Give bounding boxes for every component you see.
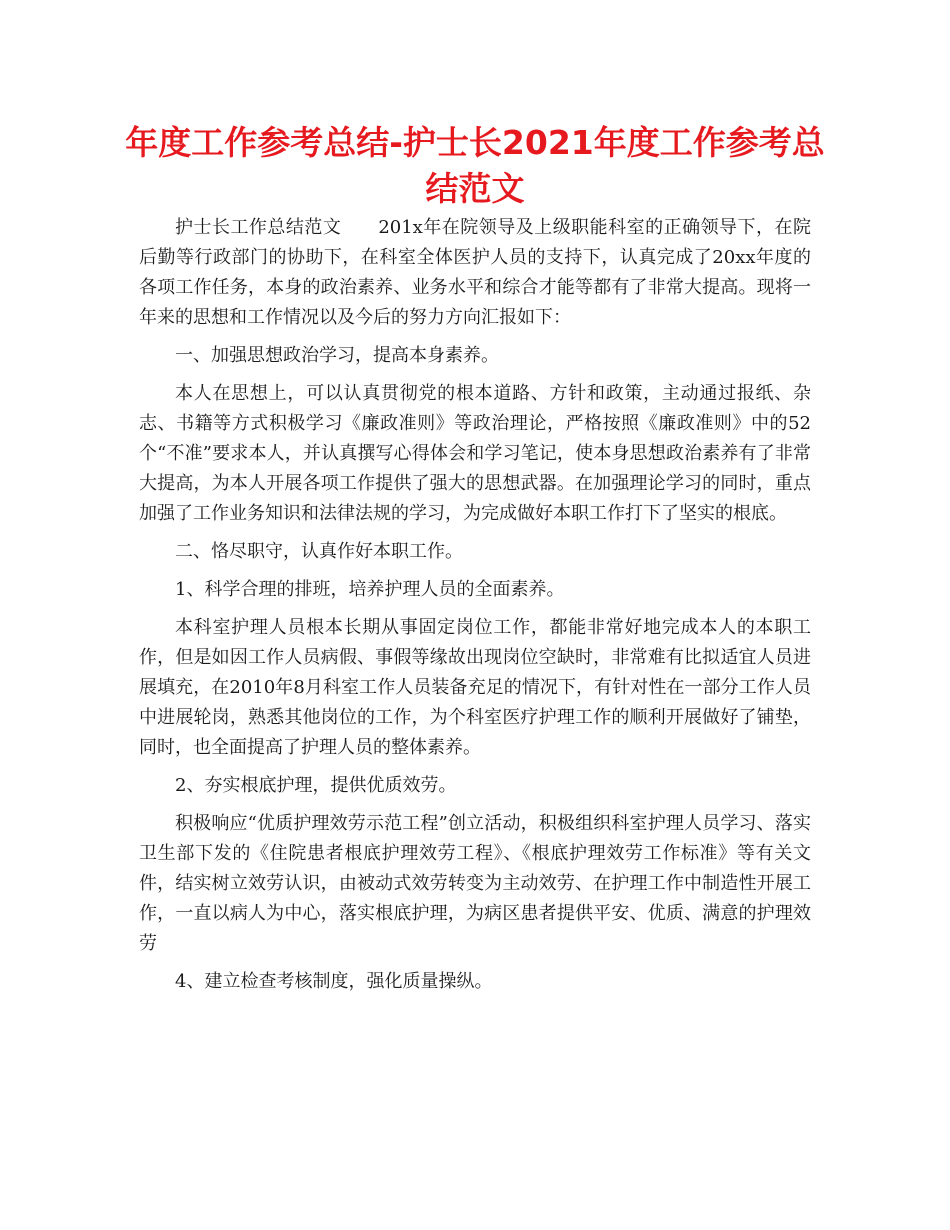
section-heading-2: 二、恪尽职守，认真作好本职工作。 xyxy=(175,541,463,562)
subheading-basic-nursing: 2、夯实根底护理，提供优质效劳。 xyxy=(175,775,457,796)
paragraph-scheduling: 本科室护理人员根本长期从事固定岗位工作，都能非常好地完成本人的本职工作，但是如因工作人员病假、事假等缘故出现岗位空缺时，非常难有比拟适宜人员进展填充，在2010年8月科室工作人员装备充足的情况下，有针对性在一部分工作人员中进展轮岗，熟悉其他岗位的工作，为个科室医疗护理工作的顺利开展做好了铺垫，同时，也全面提高了护理人员的整体素养。 xyxy=(139,617,811,758)
subheading-inspection: 4、建立检查考核制度，强化质量操纵。 xyxy=(175,971,493,992)
paragraph-political-study: 本人在思想上，可以认真贯彻党的根本道路、方针和政策，主动通过报纸、杂志、书籍等方式积极学习《廉政准则》等政治理论，严格按照《廉政准则》中的52个“不准”要求本人，并认真撰写心得体会和学习笔记，使本身思想政治素养有了非常大提高，为本人开展各项工作提供了强大的思想武器。在加强理论学习的同时，重点加强了工作业务知识和法律法规的学习，为完成做好本职工作打下了坚实的根底。 xyxy=(139,383,811,524)
document-body xyxy=(139,213,811,1005)
paragraph-basic-nursing: 积极响应“优质护理效劳示范工程”创立活动，积极组织科室护理人员学习、落实卫生部下发的《住院患者根底护理效劳工程》、《根底护理效劳工作标准》等有关文件，结实树立效劳认识，由被动式效劳转变为主动效劳、在护理工作中制造性开展工作，一直以病人为中心，落实根底护理，为病区患者提供平安、优质、满意的护理效劳 xyxy=(139,813,811,954)
subheading-scheduling: 1、科学合理的排班，培养护理人员的全面素养。 xyxy=(175,579,565,600)
document-title: 年度工作参考总结-护士长2021年度工作参考总结范文 xyxy=(125,123,825,208)
paragraph-intro: 护士长工作总结范文 201x年在院领导及上级职能科室的正确领导下，在院后勤等行政部门的协助下，在科室全体医护人员的支持下，认真完成了20xx年度的各项工作任务，本身的政治素养、业务水平和综合才能等都有了非常大提高。现将一年来的思想和工作情况以及今后的努力方向汇报如下： xyxy=(139,217,811,328)
section-heading-1: 一、加强思想政治学习，提高本身素养。 xyxy=(175,345,499,366)
